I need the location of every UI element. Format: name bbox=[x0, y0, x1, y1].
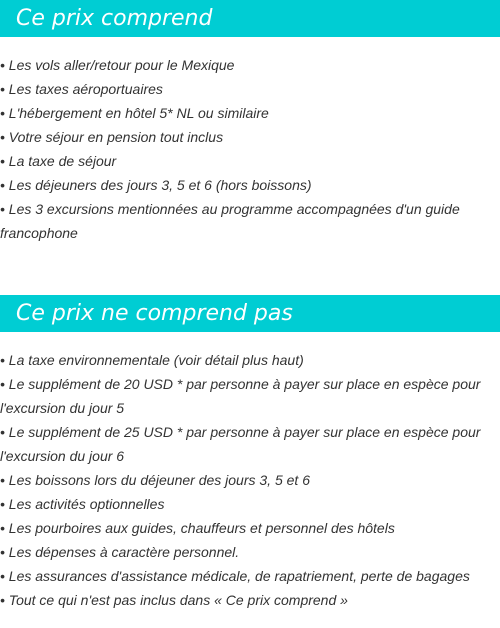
excluded-item bbox=[0, 468, 500, 492]
excluded-item-text: Le supplément de 20 USD * par personne à payer sur place en espèce pour l'excursion du jour 5 bbox=[0, 376, 481, 416]
included-item-text: L'hébergement en hôtel 5* NL ou similaire bbox=[8, 105, 269, 121]
included-item bbox=[0, 101, 500, 125]
bullet-icon: • bbox=[0, 496, 5, 512]
bullet-icon: • bbox=[0, 81, 5, 97]
bullet-icon: • bbox=[0, 472, 5, 488]
included-item bbox=[0, 125, 500, 149]
included-item-text: La taxe de séjour bbox=[8, 153, 117, 169]
included-item-text: Les vols aller/retour pour le Mexique bbox=[8, 57, 235, 73]
bullet-icon: • bbox=[0, 568, 5, 584]
bullet-icon: • bbox=[0, 105, 5, 121]
bullet-icon: • bbox=[0, 129, 5, 145]
bullet-icon: • bbox=[0, 352, 5, 368]
included-item-text: Votre séjour en pension tout inclus bbox=[8, 129, 224, 145]
bullet-icon: • bbox=[0, 424, 5, 440]
excluded-item bbox=[0, 492, 500, 516]
bullet-icon: • bbox=[0, 201, 5, 217]
excluded-item-text: Tout ce qui n'est pas inclus dans « Ce prix comprend » bbox=[8, 592, 348, 608]
included-item-text: Les déjeuners des jours 3, 5 et 6 (hors boissons) bbox=[8, 177, 312, 193]
included-item-text: Les 3 excursions mentionnées au programme accompagnées d'un guide francophone bbox=[0, 201, 460, 241]
bullet-icon: • bbox=[0, 592, 5, 608]
bullet-icon: • bbox=[0, 153, 5, 169]
included-item bbox=[0, 173, 500, 197]
included-item-text: Les taxes aéroportuaires bbox=[8, 81, 163, 97]
includes-list bbox=[0, 53, 500, 245]
excluded-item-text: Les assurances d'assistance médicale, de rapatriement, perte de bagages bbox=[8, 568, 470, 584]
included-item bbox=[0, 197, 500, 245]
excluded-item bbox=[0, 540, 500, 564]
excluded-item-text: Les pourboires aux guides, chauffeurs et personnel des hôtels bbox=[8, 520, 395, 536]
excludes-section-header: Ce prix ne comprend pas bbox=[0, 295, 500, 332]
includes-section-header: Ce prix comprend bbox=[0, 0, 500, 37]
bullet-icon: • bbox=[0, 520, 5, 536]
excluded-item bbox=[0, 564, 500, 588]
bullet-icon: • bbox=[0, 544, 5, 560]
excluded-item bbox=[0, 348, 500, 372]
bullet-icon: • bbox=[0, 376, 5, 392]
excluded-item-text: Les activités optionnelles bbox=[8, 496, 165, 512]
excluded-item-text: Les boissons lors du déjeuner des jours 3, 5 et 6 bbox=[8, 472, 310, 488]
excluded-item bbox=[0, 372, 500, 420]
excluded-item-text: Les dépenses à caractère personnel. bbox=[8, 544, 240, 560]
excluded-item bbox=[0, 588, 500, 612]
excluded-item-text: La taxe environnementale (voir détail plus haut) bbox=[8, 352, 304, 368]
included-item bbox=[0, 77, 500, 101]
bullet-icon: • bbox=[0, 177, 5, 193]
excluded-item bbox=[0, 420, 500, 468]
excluded-item-text: Le supplément de 25 USD * par personne à payer sur place en espèce pour l'excursion du jour 6 bbox=[0, 424, 481, 464]
included-item bbox=[0, 53, 500, 77]
included-item bbox=[0, 149, 500, 173]
excluded-item bbox=[0, 516, 500, 540]
excludes-list bbox=[0, 348, 500, 612]
bullet-icon: • bbox=[0, 57, 5, 73]
